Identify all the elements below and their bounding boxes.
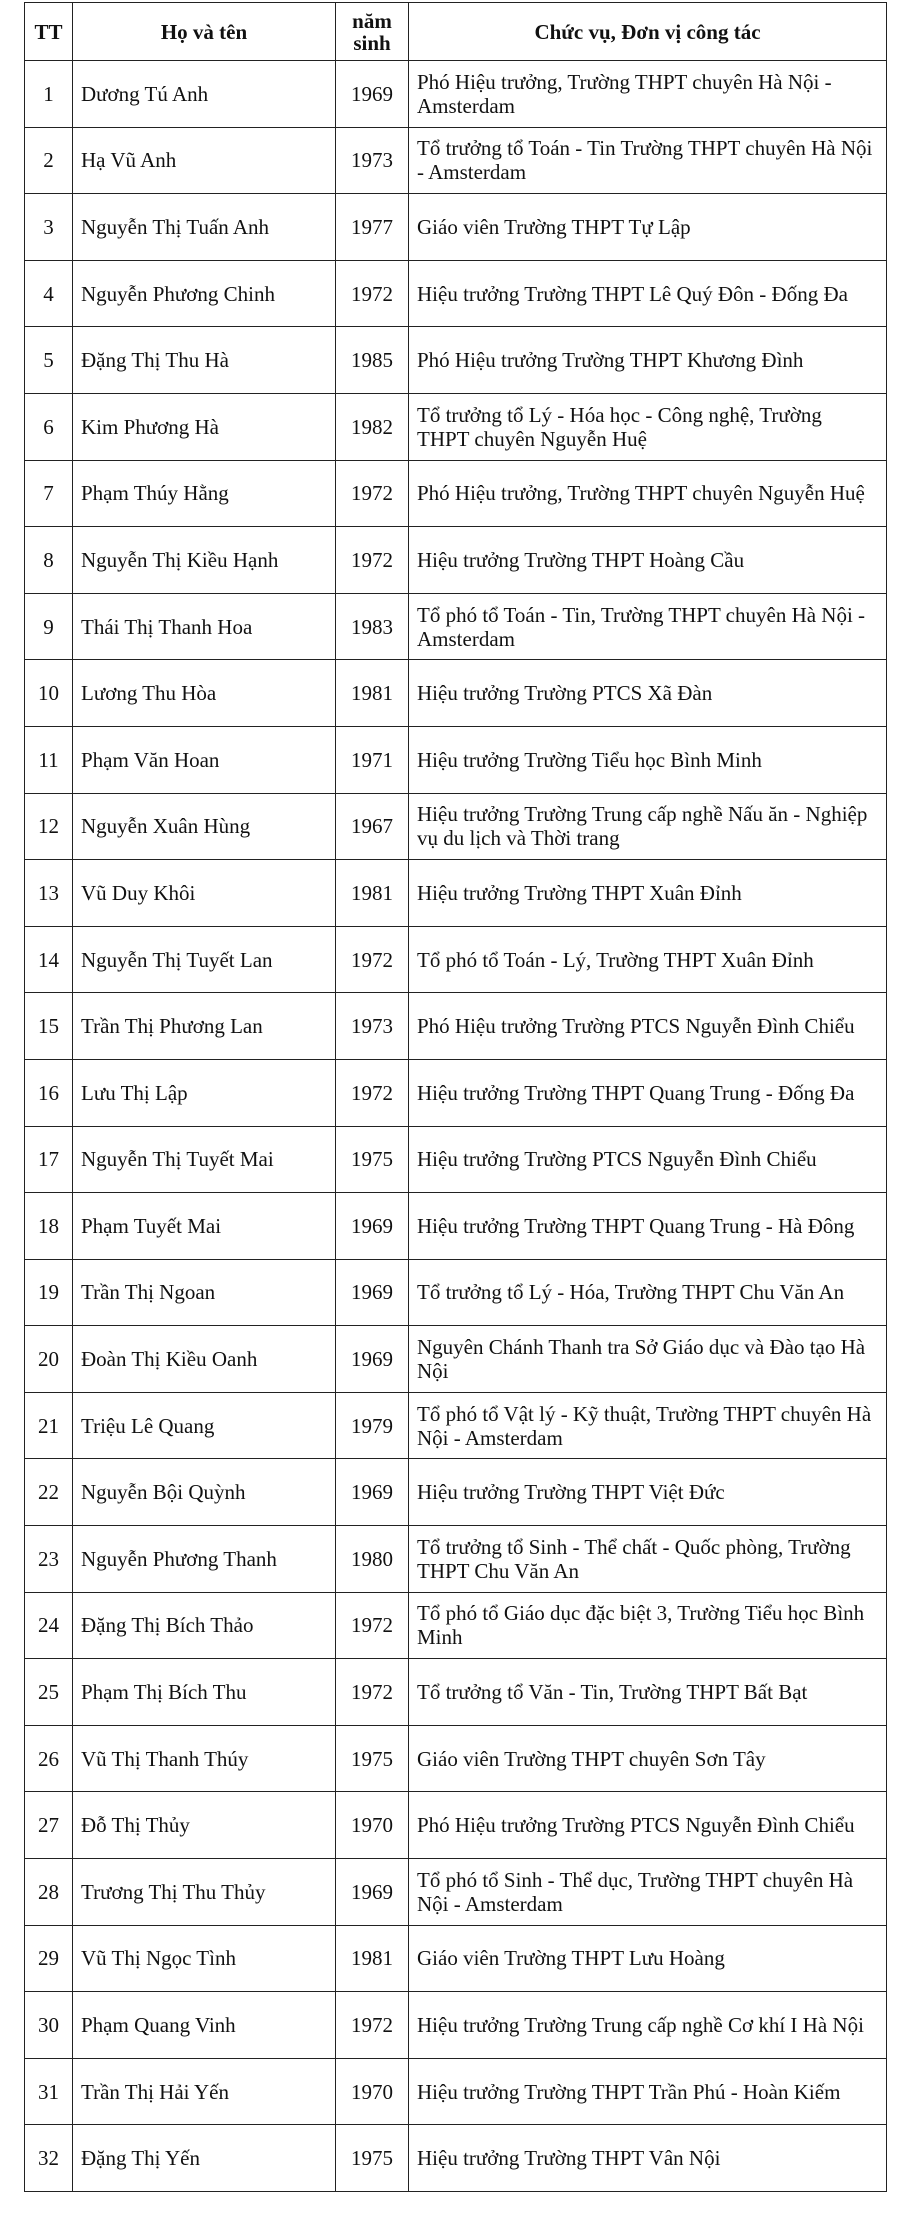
cell-name: Nguyễn Bội Quỳnh [73,1459,336,1526]
header-year-line2: sinh [353,30,391,55]
cell-name: Triệu Lê Quang [73,1392,336,1459]
table-row [25,1859,887,1926]
cell-year: 1975 [336,1126,409,1193]
cell-tt: 22 [25,1459,73,1526]
cell-position: Tổ phó tổ Toán - Tin, Trường THPT chuyên Hà Nội - Amsterdam [409,593,887,660]
cell-position: Phó Hiệu trưởng, Trường THPT chuyên Nguyễn Huệ [409,460,887,527]
cell-year: 1972 [336,926,409,993]
cell-tt: 32 [25,2125,73,2192]
cell-position: Tổ trưởng tổ Lý - Hóa, Trường THPT Chu Văn An [409,1259,887,1326]
table-row [25,1526,887,1593]
table-row [25,660,887,727]
cell-name: Trần Thị Ngoan [73,1259,336,1326]
table-row [25,1193,887,1260]
cell-name: Phạm Tuyết Mai [73,1193,336,1260]
cell-tt: 21 [25,1392,73,1459]
cell-year: 1967 [336,793,409,860]
cell-tt: 28 [25,1859,73,1926]
cell-position: Tổ trưởng tổ Lý - Hóa học - Công nghệ, Trường THPT chuyên Nguyễn Huệ [409,393,887,460]
cell-position: Tổ phó tổ Vật lý - Kỹ thuật, Trường THPT chuyên Hà Nội - Amsterdam [409,1392,887,1459]
cell-name: Nguyễn Phương Chinh [73,260,336,327]
cell-tt: 12 [25,793,73,860]
cell-year: 1972 [336,260,409,327]
cell-year: 1973 [336,993,409,1060]
cell-name: Nguyễn Thị Tuấn Anh [73,194,336,261]
cell-year: 1972 [336,1592,409,1659]
cell-tt: 2 [25,127,73,194]
cell-name: Nguyễn Phương Thanh [73,1526,336,1593]
table-row [25,1592,887,1659]
cell-name: Đặng Thị Yến [73,2125,336,2192]
cell-name: Đoàn Thị Kiều Oanh [73,1326,336,1393]
cell-name: Trần Thị Phương Lan [73,993,336,1060]
table-row [25,2125,887,2192]
header-tt: TT [25,3,73,61]
table-row [25,1392,887,1459]
cell-name: Phạm Quang Vinh [73,1992,336,2059]
cell-year: 1980 [336,1526,409,1593]
cell-position: Tổ trưởng tổ Sinh - Thể chất - Quốc phòng, Trường THPT Chu Văn An [409,1526,887,1593]
cell-position: Tổ trưởng tổ Toán - Tin Trường THPT chuyên Hà Nội - Amsterdam [409,127,887,194]
table-row [25,1992,887,2059]
cell-year: 1969 [336,1193,409,1260]
cell-tt: 26 [25,1725,73,1792]
cell-tt: 1 [25,61,73,128]
cell-tt: 27 [25,1792,73,1859]
cell-year: 1972 [336,1659,409,1726]
cell-tt: 19 [25,1259,73,1326]
cell-tt: 9 [25,593,73,660]
cell-year: 1971 [336,726,409,793]
cell-position: Giáo viên Trường THPT chuyên Sơn Tây [409,1725,887,1792]
cell-tt: 20 [25,1326,73,1393]
table-row [25,993,887,1060]
cell-name: Phạm Thúy Hằng [73,460,336,527]
table-row [25,1259,887,1326]
cell-name: Nguyễn Thị Kiều Hạnh [73,527,336,594]
cell-position: Giáo viên Trường THPT Lưu Hoàng [409,1925,887,1992]
table-row [25,2058,887,2125]
table-row [25,1725,887,1792]
cell-year: 1972 [336,460,409,527]
cell-name: Kim Phương Hà [73,393,336,460]
cell-position: Hiệu trưởng Trường THPT Hoàng Cầu [409,527,887,594]
cell-position: Nguyên Chánh Thanh tra Sở Giáo dục và Đào tạo Hà Nội [409,1326,887,1393]
cell-year: 1975 [336,2125,409,2192]
table-row [25,1925,887,1992]
cell-tt: 5 [25,327,73,394]
cell-position: Phó Hiệu trưởng Trường THPT Khương Đình [409,327,887,394]
cell-name: Đỗ Thị Thủy [73,1792,336,1859]
table-row [25,726,887,793]
table-row [25,61,887,128]
cell-name: Hạ Vũ Anh [73,127,336,194]
cell-year: 1969 [336,1326,409,1393]
cell-position: Hiệu trưởng Trường THPT Vân Nội [409,2125,887,2192]
cell-tt: 6 [25,393,73,460]
cell-position: Tổ phó tổ Sinh - Thể dục, Trường THPT chuyên Hà Nội - Amsterdam [409,1859,887,1926]
cell-tt: 13 [25,860,73,927]
table-body [25,61,887,2192]
table-row [25,194,887,261]
cell-year: 1979 [336,1392,409,1459]
header-year-line1: năm [352,8,392,33]
cell-position: Tổ trưởng tổ Văn - Tin, Trường THPT Bất Bạt [409,1659,887,1726]
cell-name: Vũ Duy Khôi [73,860,336,927]
cell-position: Hiệu trưởng Trường THPT Lê Quý Đôn - Đống Đa [409,260,887,327]
table-row [25,926,887,993]
cell-tt: 16 [25,1059,73,1126]
cell-position: Hiệu trưởng Trường THPT Quang Trung - Hà Đông [409,1193,887,1260]
table-row [25,1792,887,1859]
table-row [25,593,887,660]
cell-position: Hiệu trưởng Trường Tiểu học Bình Minh [409,726,887,793]
cell-year: 1969 [336,61,409,128]
cell-tt: 30 [25,1992,73,2059]
header-name: Họ và tên [73,3,336,61]
cell-tt: 31 [25,2058,73,2125]
cell-tt: 10 [25,660,73,727]
cell-position: Tổ phó tổ Giáo dục đặc biệt 3, Trường Tiểu học Bình Minh [409,1592,887,1659]
cell-name: Nguyễn Thị Tuyết Mai [73,1126,336,1193]
cell-tt: 3 [25,194,73,261]
cell-name: Dương Tú Anh [73,61,336,128]
cell-name: Nguyễn Xuân Hùng [73,793,336,860]
cell-year: 1969 [336,1859,409,1926]
table-row [25,393,887,460]
cell-position: Hiệu trưởng Trường THPT Quang Trung - Đống Đa [409,1059,887,1126]
cell-position: Hiệu trưởng Trường Trung cấp nghề Nấu ăn - Nghiệp vụ du lịch và Thời trang [409,793,887,860]
cell-name: Trương Thị Thu Thủy [73,1859,336,1926]
cell-name: Lương Thu Hòa [73,660,336,727]
cell-name: Vũ Thị Ngọc Tình [73,1925,336,1992]
cell-tt: 18 [25,1193,73,1260]
cell-position: Tổ phó tổ Toán - Lý, Trường THPT Xuân Đỉnh [409,926,887,993]
cell-year: 1972 [336,527,409,594]
cell-position: Phó Hiệu trưởng Trường PTCS Nguyễn Đình Chiểu [409,1792,887,1859]
header-year [336,3,409,61]
cell-year: 1972 [336,1059,409,1126]
table-row [25,460,887,527]
cell-year: 1981 [336,660,409,727]
cell-tt: 23 [25,1526,73,1593]
cell-name: Phạm Thị Bích Thu [73,1659,336,1726]
header-row [25,3,887,61]
cell-tt: 17 [25,1126,73,1193]
table-row [25,260,887,327]
cell-name: Lưu Thị Lập [73,1059,336,1126]
cell-tt: 8 [25,527,73,594]
cell-year: 1985 [336,327,409,394]
cell-name: Đặng Thị Bích Thảo [73,1592,336,1659]
cell-year: 1973 [336,127,409,194]
cell-tt: 14 [25,926,73,993]
cell-year: 1982 [336,393,409,460]
table-row [25,527,887,594]
table-row [25,860,887,927]
cell-year: 1969 [336,1459,409,1526]
cell-position: Hiệu trưởng Trường Trung cấp nghề Cơ khí I Hà Nội [409,1992,887,2059]
cell-year: 1983 [336,593,409,660]
table-row [25,1459,887,1526]
staff-table [24,2,887,2192]
cell-position: Hiệu trưởng Trường PTCS Nguyễn Đình Chiểu [409,1126,887,1193]
cell-year: 1981 [336,1925,409,1992]
table-row [25,793,887,860]
table-row [25,1126,887,1193]
table-row [25,1659,887,1726]
cell-name: Nguyễn Thị Tuyết Lan [73,926,336,993]
cell-year: 1972 [336,1992,409,2059]
cell-year: 1970 [336,2058,409,2125]
cell-name: Vũ Thị Thanh Thúy [73,1725,336,1792]
cell-position: Giáo viên Trường THPT Tự Lập [409,194,887,261]
cell-year: 1981 [336,860,409,927]
cell-position: Hiệu trưởng Trường THPT Việt Đức [409,1459,887,1526]
cell-position: Phó Hiệu trưởng Trường PTCS Nguyễn Đình Chiểu [409,993,887,1060]
cell-year: 1969 [336,1259,409,1326]
table-header [25,3,887,61]
table-row [25,327,887,394]
cell-tt: 29 [25,1925,73,1992]
cell-position: Hiệu trưởng Trường THPT Trần Phú - Hoàn Kiếm [409,2058,887,2125]
cell-name: Trần Thị Hải Yến [73,2058,336,2125]
cell-tt: 11 [25,726,73,793]
cell-position: Hiệu trưởng Trường PTCS Xã Đàn [409,660,887,727]
cell-position: Phó Hiệu trưởng, Trường THPT chuyên Hà Nội - Amsterdam [409,61,887,128]
cell-tt: 4 [25,260,73,327]
header-position: Chức vụ, Đơn vị công tác [409,3,887,61]
cell-tt: 25 [25,1659,73,1726]
cell-year: 1975 [336,1725,409,1792]
cell-name: Phạm Văn Hoan [73,726,336,793]
cell-year: 1970 [336,1792,409,1859]
cell-name: Thái Thị Thanh Hoa [73,593,336,660]
cell-tt: 24 [25,1592,73,1659]
cell-tt: 7 [25,460,73,527]
table-row [25,1326,887,1393]
table-row [25,1059,887,1126]
cell-name: Đặng Thị Thu Hà [73,327,336,394]
cell-position: Hiệu trưởng Trường THPT Xuân Đỉnh [409,860,887,927]
table-row [25,127,887,194]
cell-year: 1977 [336,194,409,261]
cell-tt: 15 [25,993,73,1060]
